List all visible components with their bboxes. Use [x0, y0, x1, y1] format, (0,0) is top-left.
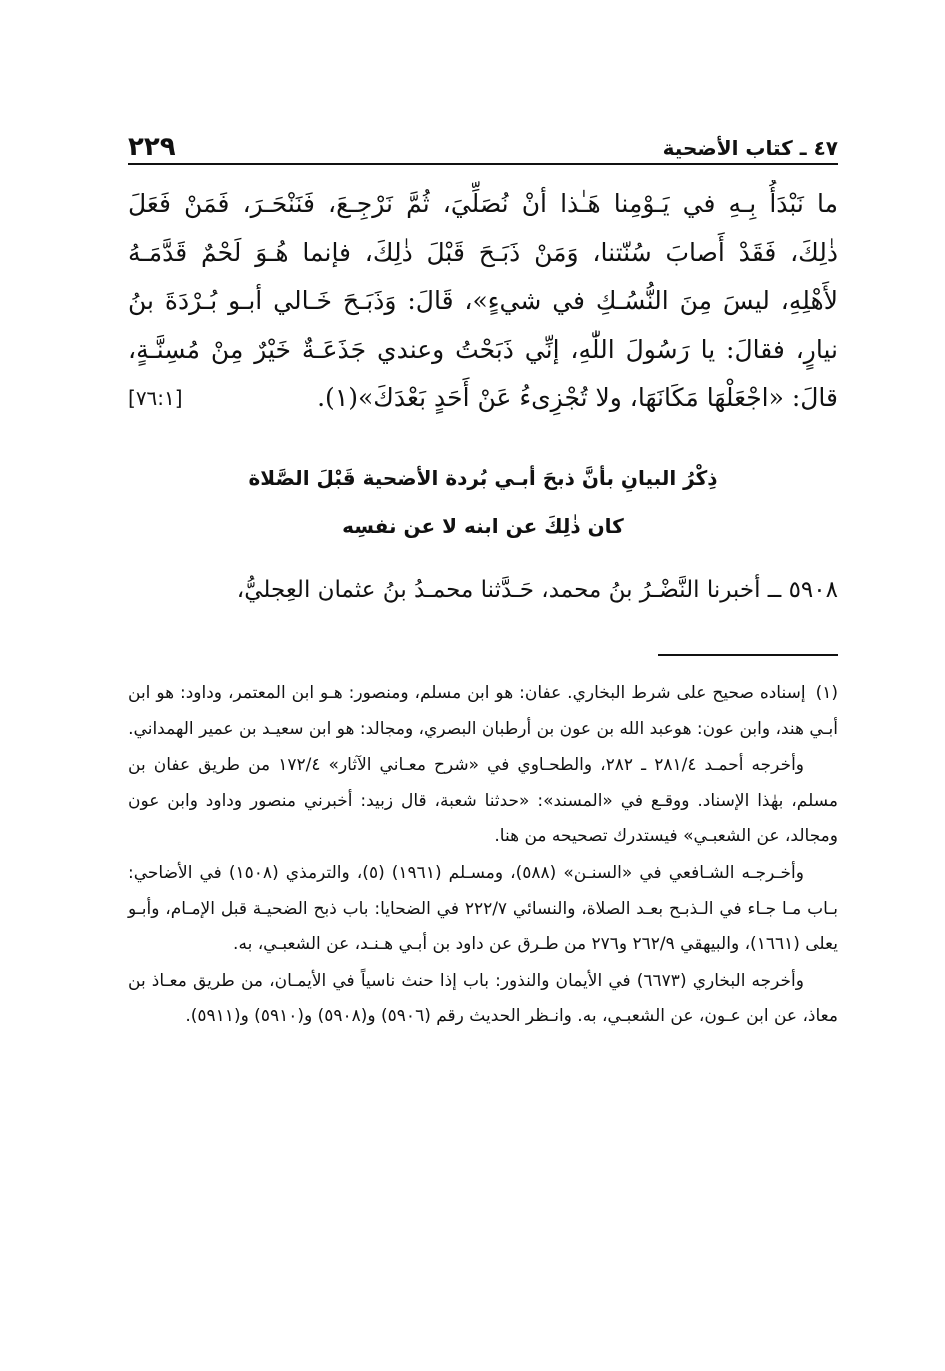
hadith-reference: [٧٦:١]	[128, 386, 183, 410]
main-text-line: نيارٍ، فقالَ: يا رَسُولَ اللّٰهِ، إنِّي ذَبَحْتُ وعندي جَذَعَـةٌ خَيْرٌ مِنْ مُسِنَّـةٍ،	[128, 334, 838, 364]
main-text-block	[128, 180, 838, 423]
footnote-paragraph: وأخرجه البخاري (٦٦٧٣) في الأيمان والنذور: باب إذا حنث ناسياً في الأيمـان، من طريق معـاذ بن معاذ، عن ابن عـون، عن الشعبـي، به. وانـظر الحديث رقم (٥٩٠٦) و(٥٩٠٨) و(٥٩١٠) و(٥٩١١).	[128, 970, 838, 1027]
footnote-separator	[658, 654, 838, 656]
footnote-number: (١)	[815, 683, 838, 703]
section-heading-line-1: ذِكْرُ البيانِ بأنَّ ذبحَ أبـي بُردة الأضحية قَبْلَ الصَّلاة	[248, 466, 718, 490]
section-heading-line-2: كان ذٰلِكَ عن ابنه لا عن نفسِه	[342, 514, 624, 538]
main-text-line: لأَهْلِهِ، ليسَ مِنَ النُّسُـكِ في شيءٍ»، قَالَ: وَذَبَـحَ خَـالي أبـو بُـرْدَةَ بنُ	[128, 286, 838, 315]
footnotes-block	[128, 676, 838, 1036]
footnote-paragraph: وأخرجه أحمـد ٢٨١/٤ ـ ٢٨٢، والطحـاوي في «شرح معـاني الآثار» ١٧٢/٤ من طريق عفان بن مسلم، بهٰذا الإسناد. ووقـع في «المسند»: «حدثنا شعبة، قال زبيد: أخبرني منصور وداود وابن عون ومجالد، عن الشعبـي» فيستدرك تصحيحه من هنا.	[128, 755, 838, 847]
main-text-line: قالَ: «اجْعَلْهَا مَكَانَهَا، ولا تُجْزِىءُ عَنْ أَحَدٍ بَعْدَكَ»(١).	[317, 383, 838, 412]
hadith-5908-start: ٥٩٠٨ ــ أخبرنا النَّضْـرُ بنُ محمد، حَـدَّثنا محمـدُ بنُ عثمان العِجليُّ،	[236, 577, 838, 603]
page-number: ٢٢٩	[128, 132, 176, 162]
header-rule	[128, 163, 838, 165]
footnote-text: إسناده صحيح على شرط البخاري. عفان: هو ابن مسلم، ومنصور: هـو ابن المعتمر، وداود: هو ابن أبـي هند، وابن عون: هوعبد الله بن عون بن أرطبان البصري، ومجالد: هو ابن سعيـد بن عمير الهمداني.	[128, 683, 838, 739]
main-text-last-line	[128, 374, 838, 423]
footnote-paragraph: وأخـرجـه الشـافعي في «السنـن» (٥٨٨)، ومسـلم (١٩٦١) (٥)، والترمذي (١٥٠٨) في الأضاحي: بـاب مـا جـاء في الـذبـح بعـد الصلاة، والنسائي ٢٢٢/٧ في الضحايا: باب ذبح الضحيـة قبل الإمـام، وأبـو يعلى (١٦٦١)، والبيهقي ٢٦٢/٩ و٢٧٦ من طـرق عن داود بن أبـي هـنـد، عن الشعبـي، به.	[128, 862, 838, 955]
page-header	[128, 122, 838, 162]
main-text-line: ما نَبْدَأُ بِـهِ في يَـوْمِنا هَـٰذا أنْ نُصَلِّيَ، ثُمَّ نَرْجِـعَ، فَنَنْحَـرَ، فَمَنْ فَعَلَ	[128, 189, 838, 218]
footnote-paragraph	[128, 676, 838, 747]
running-title: ٤٧ ـ كتاب الأضحية	[662, 136, 838, 160]
main-text-line: ذٰلِكَ، فَقَدْ أَصابَ سُنّتنا، وَمَنْ ذَبَـحَ قَبْلَ ذٰلِكَ، فإنما هُـوَ لَحْمٌ قَدَّمَـهُ	[128, 237, 838, 267]
